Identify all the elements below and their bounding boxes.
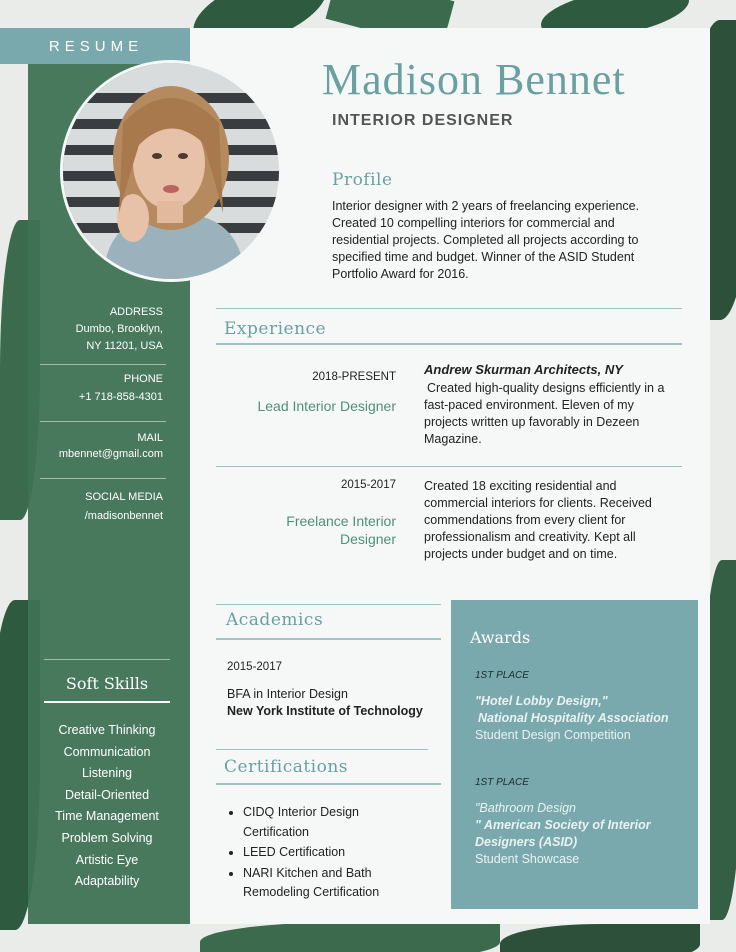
divider bbox=[216, 343, 682, 345]
award-place: 1ST PLACE bbox=[475, 777, 529, 788]
skill-item: Detail-Oriented bbox=[64, 787, 150, 802]
divider bbox=[216, 466, 682, 467]
divider bbox=[40, 364, 166, 365]
divider bbox=[216, 638, 441, 640]
resume-tab: RESUME bbox=[0, 28, 192, 64]
social-label: SOCIAL MEDIA bbox=[85, 491, 163, 503]
job-description: Created high-quality designs efficiently in a fast-paced environment. Eleven of my projects written up favorably in Dezeen Magazine. bbox=[424, 381, 665, 446]
academics-school: New York Institute of Technology bbox=[227, 704, 423, 718]
awards-panel bbox=[451, 600, 698, 909]
award-title: "Bathroom Design bbox=[475, 801, 577, 815]
certification-item: • NARI Kitchen and Bath Remodeling Certification bbox=[243, 864, 413, 903]
skill-item: Problem Solving bbox=[61, 830, 153, 845]
soft-skills-heading: Soft Skills bbox=[65, 674, 149, 693]
divider bbox=[216, 749, 428, 750]
experience-heading: Experience bbox=[224, 319, 327, 339]
certification-item: • CIDQ Interior Design Certification bbox=[243, 803, 413, 842]
address-line2: NY 11201, USA bbox=[86, 340, 163, 352]
address-line1: Dumbo, Brooklyn, bbox=[75, 323, 163, 335]
profile-heading: Profile bbox=[332, 170, 393, 190]
skill-item: Adaptability bbox=[74, 874, 140, 889]
divider bbox=[40, 478, 166, 479]
award-category: Student Design Competition bbox=[475, 728, 631, 742]
skill-item: Creative Thinking bbox=[58, 723, 156, 737]
skill-item: Artistic Eye bbox=[75, 852, 139, 867]
divider bbox=[44, 659, 170, 660]
skill-item: Time Management bbox=[55, 809, 159, 824]
phone-value: +1 718-858-4301 bbox=[78, 391, 163, 403]
job-description: Created 18 exciting residential and commercial interiors for clients. Received commendations from every client for professionalism and creativity. Kept all projects under budget and on time. bbox=[424, 479, 652, 561]
profile-photo bbox=[60, 60, 282, 282]
award-organization: " American Society of Interior Designers (ASID) bbox=[475, 818, 651, 849]
award-title: "Hotel Lobby Design," bbox=[475, 694, 608, 708]
address-label: ADDRESS bbox=[109, 306, 163, 318]
certifications-list bbox=[243, 803, 413, 903]
academics-heading: Academics bbox=[226, 610, 324, 630]
soft-skills-list bbox=[28, 720, 186, 893]
award-category: Student Showcase bbox=[475, 852, 580, 866]
award-item bbox=[475, 670, 675, 744]
academics-degree: BFA in Interior Design bbox=[227, 687, 348, 701]
profile-text: Interior designer with 2 years of freelancing experience. Created 10 compelling interiors for commercial and residential projects. Completed all projects according to specified time and budget. Winner of the ASID Student Portfolio Award for 2016. bbox=[332, 199, 640, 281]
skill-item: Communication bbox=[63, 744, 151, 759]
divider bbox=[216, 783, 441, 785]
job-role: Freelance Interior Designer bbox=[286, 513, 396, 547]
job-dates: 2018-PRESENT bbox=[312, 371, 396, 383]
award-organization: National Hospitality Association bbox=[478, 711, 669, 725]
candidate-title: INTERIOR DESIGNER bbox=[332, 112, 514, 129]
social-value[interactable]: /madisonbennet bbox=[84, 510, 163, 522]
academics-dates: 2015-2017 bbox=[227, 661, 282, 673]
certification-item: • LEED Certification bbox=[243, 843, 413, 863]
certifications-heading: Certifications bbox=[224, 757, 349, 777]
award-item bbox=[475, 777, 675, 868]
candidate-name: Madison Bennet bbox=[322, 55, 626, 104]
divider bbox=[44, 701, 170, 703]
divider bbox=[40, 421, 166, 422]
divider bbox=[216, 604, 441, 605]
award-place: 1ST PLACE bbox=[475, 670, 529, 681]
job-dates: 2015-2017 bbox=[341, 479, 396, 491]
divider bbox=[216, 308, 682, 309]
job-company: Andrew Skurman Architects, NY bbox=[424, 362, 623, 377]
mail-value[interactable]: mbennet@gmail.com bbox=[58, 448, 163, 460]
job-role: Lead Interior Designer bbox=[257, 398, 396, 414]
awards-heading: Awards bbox=[470, 628, 531, 647]
skill-item: Listening bbox=[81, 766, 133, 781]
phone-label: PHONE bbox=[123, 373, 163, 385]
mail-label: MAIL bbox=[137, 432, 163, 444]
